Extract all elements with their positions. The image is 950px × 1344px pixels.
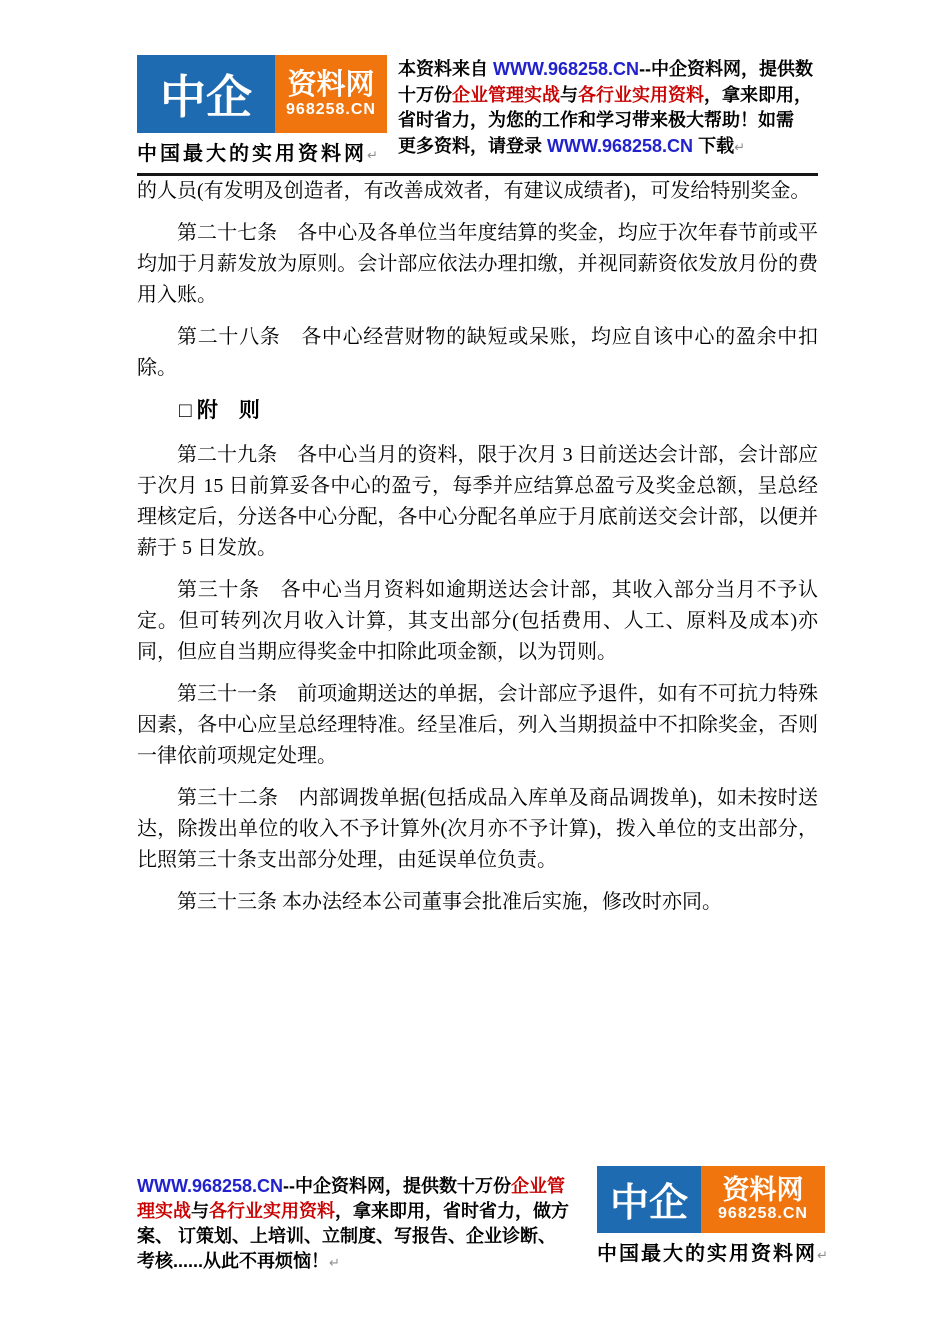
body-paragraph-article-30: 第三十条 各中心当月资料如逾期送达会计部，其收入部分当月不予认定。但可转列次月收入计算，其支出部分(包括费用、人工、原料及成本)亦同，但应自当期应得奖金中扣除此项金额，以为罚则。 bbox=[137, 579, 818, 663]
body-paragraph-article-27: 第二十七条 各中心及各单位当年度结算的奖金，均应于次年春节前或平均加于月薪发放为原则。会计部应依法办理扣缴，并视同薪资依发放月份的费用入账。 bbox=[137, 222, 818, 306]
section-heading-appendix: □ 附 则 bbox=[179, 398, 260, 422]
logo-brand-left: 中企 bbox=[160, 71, 252, 123]
promo-highlight: 企业管理实战 bbox=[452, 84, 560, 105]
promo-text: --中企资料网，提供数十万份 bbox=[283, 1176, 512, 1196]
promo-text: 下载 bbox=[693, 135, 735, 156]
paragraph-mark-icon: ↵ bbox=[367, 147, 378, 163]
promo-text: ，拿来即用，省时省力，做方 bbox=[335, 1201, 569, 1221]
promo-text: 与 bbox=[560, 84, 578, 105]
logo-brand-right: 资料网 bbox=[722, 1175, 804, 1205]
logo-blue-box bbox=[137, 55, 275, 133]
promo-text: 十万份 bbox=[398, 84, 452, 105]
url-link[interactable]: WWW.968258.CN bbox=[493, 59, 640, 79]
body-paragraph-article-32: 第三十二条 内部调拨单据(包括成品入库单及商品调拨单)，如未按时送达，除拨出单位的收入不予计算外(次月亦不予计算)，拨入单位的支出部分，比照第三十条支出部分处理，由延误单位负责。 bbox=[137, 787, 818, 871]
promo-line bbox=[398, 108, 818, 134]
promo-line bbox=[137, 1199, 579, 1224]
logo-orange-box bbox=[275, 55, 387, 133]
footer-brand-logo bbox=[597, 1166, 829, 1266]
promo-highlight: 理实战 bbox=[137, 1201, 191, 1221]
promo-highlight: 各行业实用资料 bbox=[209, 1201, 335, 1221]
promo-text: 更多资料，请登录 bbox=[398, 135, 548, 156]
logo-orange-box bbox=[701, 1166, 825, 1233]
promo-line bbox=[398, 134, 818, 160]
promo-line bbox=[398, 57, 818, 83]
promo-text: 案、 订策划、上培训、立制度、写报告、企业诊断、 bbox=[137, 1226, 556, 1246]
page-header bbox=[137, 55, 818, 176]
brand-logo-boxes bbox=[597, 1166, 829, 1233]
promo-line bbox=[137, 1174, 579, 1199]
promo-highlight: 各行业实用资料 bbox=[578, 84, 704, 105]
promo-text: 省时省力，为您的工作和学习带来极大帮助！如需 bbox=[398, 110, 794, 130]
body-paragraph-article-33: 第三十三条 本办法经本公司董事会批准后实施，修改时亦同。 bbox=[177, 891, 722, 913]
logo-brand-right: 资料网 bbox=[287, 68, 375, 101]
promo-text: 与 bbox=[191, 1201, 209, 1221]
promo-line bbox=[137, 1249, 579, 1275]
brand-logo-boxes bbox=[137, 55, 393, 133]
logo-domain: 968258.CN bbox=[286, 100, 376, 118]
logo-tagline: 中国最大的实用资料网↵ bbox=[597, 1243, 828, 1265]
logo-brand-left: 中企 bbox=[609, 1181, 688, 1225]
body-paragraph-article-28: 第二十八条 各中心经营财物的缺短或呆账，均应自该中心的盈余中扣除。 bbox=[137, 326, 818, 379]
header-promo bbox=[398, 57, 818, 160]
document-body bbox=[137, 176, 818, 929]
body-paragraph: 的人员(有发明及创造者，有改善成效者，有建议成绩者)，可发给特别奖金。 bbox=[137, 180, 811, 202]
promo-text: 本资料来自 bbox=[398, 59, 494, 79]
body-paragraph-article-29: 第二十九条 各中心当月的资料，限于次月 3 日前送达会计部，会计部应于次月 15 日前算妥各中心的盈亏，每季并应结算总盈亏及奖金总额，呈总经理核定后，分送各中心分配，各中心分配名单应于月底前送交会计部，以便并薪于 5 日发放。 bbox=[137, 444, 818, 559]
promo-highlight: 企业管 bbox=[511, 1176, 566, 1196]
paragraph-mark-icon: ↵ bbox=[734, 139, 745, 154]
logo-domain: 968258.CN bbox=[718, 1205, 808, 1222]
promo-line bbox=[137, 1224, 579, 1249]
footer-promo bbox=[137, 1174, 579, 1275]
paragraph-mark-icon: ↵ bbox=[329, 1254, 340, 1270]
logo-blue-box bbox=[597, 1166, 701, 1233]
promo-line bbox=[398, 83, 818, 109]
paragraph-mark-icon: ↵ bbox=[817, 1247, 828, 1263]
promo-text: ，拿来即用， bbox=[704, 84, 812, 105]
url-link[interactable]: WWW.968258.CN bbox=[547, 135, 694, 156]
url-link[interactable]: WWW.968258.CN bbox=[137, 1176, 284, 1196]
brand-logo bbox=[137, 55, 393, 166]
body-paragraph-article-31: 第三十一条 前项逾期送达的单据，会计部应予退件，如有不可抗力特殊因素，各中心应呈总经理特准。经呈准后，列入当期损益中不扣除奖金，否则一律依前项规定处理。 bbox=[137, 683, 818, 767]
promo-text: --中企资料网，提供数 bbox=[639, 59, 814, 79]
logo-tagline: 中国最大的实用资料网↵ bbox=[137, 143, 378, 165]
page-footer bbox=[137, 1166, 829, 1275]
promo-text: 考核......从此不再烦恼！ bbox=[137, 1251, 330, 1271]
